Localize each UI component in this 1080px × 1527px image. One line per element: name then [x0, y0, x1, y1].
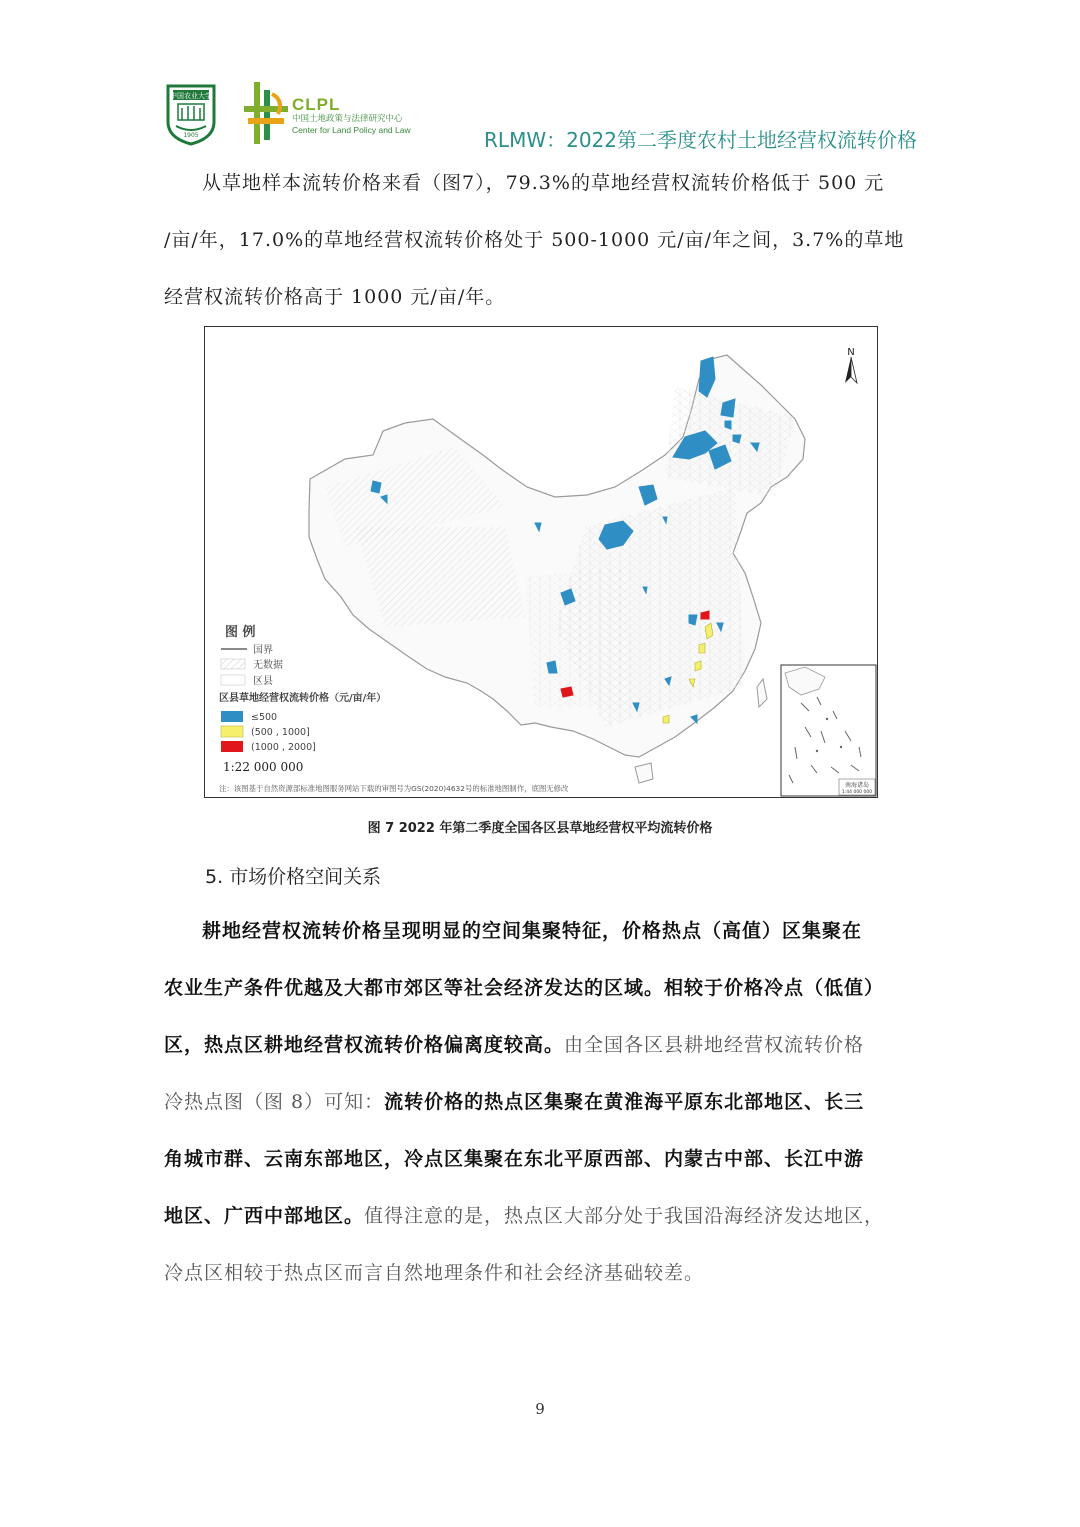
text-plain: 由全国各区县耕地经营权流转价格 [564, 1034, 865, 1056]
text-line: 冷点区相较于热点区而言自然地理条件和社会经济基础较差。 [164, 1262, 705, 1284]
text-plain: 值得注意的是，热点区大部分处于我国沿海经济发达地区， [364, 1205, 885, 1227]
legend-border: 国界 [253, 645, 273, 656]
figure-map [204, 326, 878, 798]
south-china-sea-inset [781, 665, 876, 796]
north-label: N [847, 347, 855, 358]
paragraph-grassland-prices [164, 155, 916, 326]
text-bold: 流转价格的热点区集聚在黄淮海平原东北部地区、长三 [384, 1091, 865, 1113]
text-line: 角城市群、云南东部地区，冷点区集聚在东北平原西部、内蒙古中部、长江中游 [164, 1148, 865, 1170]
cau-seal-text: 中国农业大学 [170, 92, 212, 100]
running-title: RLMW：2022第二季度农村土地经营权流转价格 [484, 128, 917, 152]
page-number: 9 [535, 1400, 545, 1418]
figure-caption: 图 7 2022 年第二季度全国各区县草地经营权平均流转价格 [367, 821, 713, 836]
clpl-logo-icon [244, 80, 288, 146]
inset-scale: 1:44 000 000 [841, 790, 873, 795]
legend-county: 区县 [253, 676, 273, 687]
text-line: 经营权流转价格高于 1000 元/亩/年。 [164, 286, 506, 308]
text-line: 耕地经营权流转价格呈现明显的空间集聚特征，价格热点（高值）区集聚在 [202, 920, 863, 942]
clpl-abbr: CLPL [292, 95, 341, 114]
paragraph-spatial-relations [164, 903, 916, 1302]
legend-swatch-high [221, 741, 243, 752]
clpl-cn-name: 中国土地政策与法律研究中心 [292, 114, 403, 124]
legend-class-mid: (500 , 1000] [251, 727, 310, 738]
text-line: /亩/年，17.0%的草地经营权流转价格处于 500-1000 元/亩/年之间，3.7%的草地 [164, 229, 905, 251]
legend-class-high: (1000 , 2000] [251, 742, 316, 753]
inset-label: 南海诸岛 [844, 782, 870, 789]
text-line: 从草地样本流转价格来看（图7），79.3%的草地经营权流转价格低于 500 元 [202, 172, 885, 194]
text-line: 农业生产条件优越及大都市郊区等社会经济发达的区域。相较于价格冷点（低值） [164, 977, 885, 999]
clpl-en-name: Center for Land Policy and Law [292, 125, 411, 135]
text-line [164, 1074, 916, 1131]
legend-title: 图 例 [225, 625, 256, 640]
map-note: 注：该图基于自然资源部标准地图服务网站下载的审图号为GS(2020)4632号的标准地图制作，底图无修改 [219, 784, 569, 793]
legend-class-low: ≤500 [251, 712, 278, 723]
text-bold: 地区、广西中部地区。 [164, 1205, 365, 1227]
text-bold: 区，热点区耕地经营权流转价格偏离度较高。 [164, 1034, 565, 1056]
clpl-wordmark [292, 96, 411, 135]
text-line [164, 1017, 916, 1074]
north-arrow-icon [845, 357, 857, 383]
legend-nodata: 无数据 [253, 660, 283, 671]
text-plain: 冷热点图（图 8）可知： [164, 1091, 385, 1113]
text-line [164, 1188, 916, 1245]
legend-swatch-mid [221, 726, 243, 737]
legend-price-title: 区县草地经营权流转价格（元/亩/年） [219, 693, 387, 704]
map-scale: 1:22 000 000 [223, 760, 304, 774]
cau-year: 1905 [183, 132, 199, 139]
cau-logo-icon [164, 82, 218, 146]
section-heading: 5. 市场价格空间关系 [205, 866, 382, 888]
legend-swatch-low [221, 711, 243, 722]
